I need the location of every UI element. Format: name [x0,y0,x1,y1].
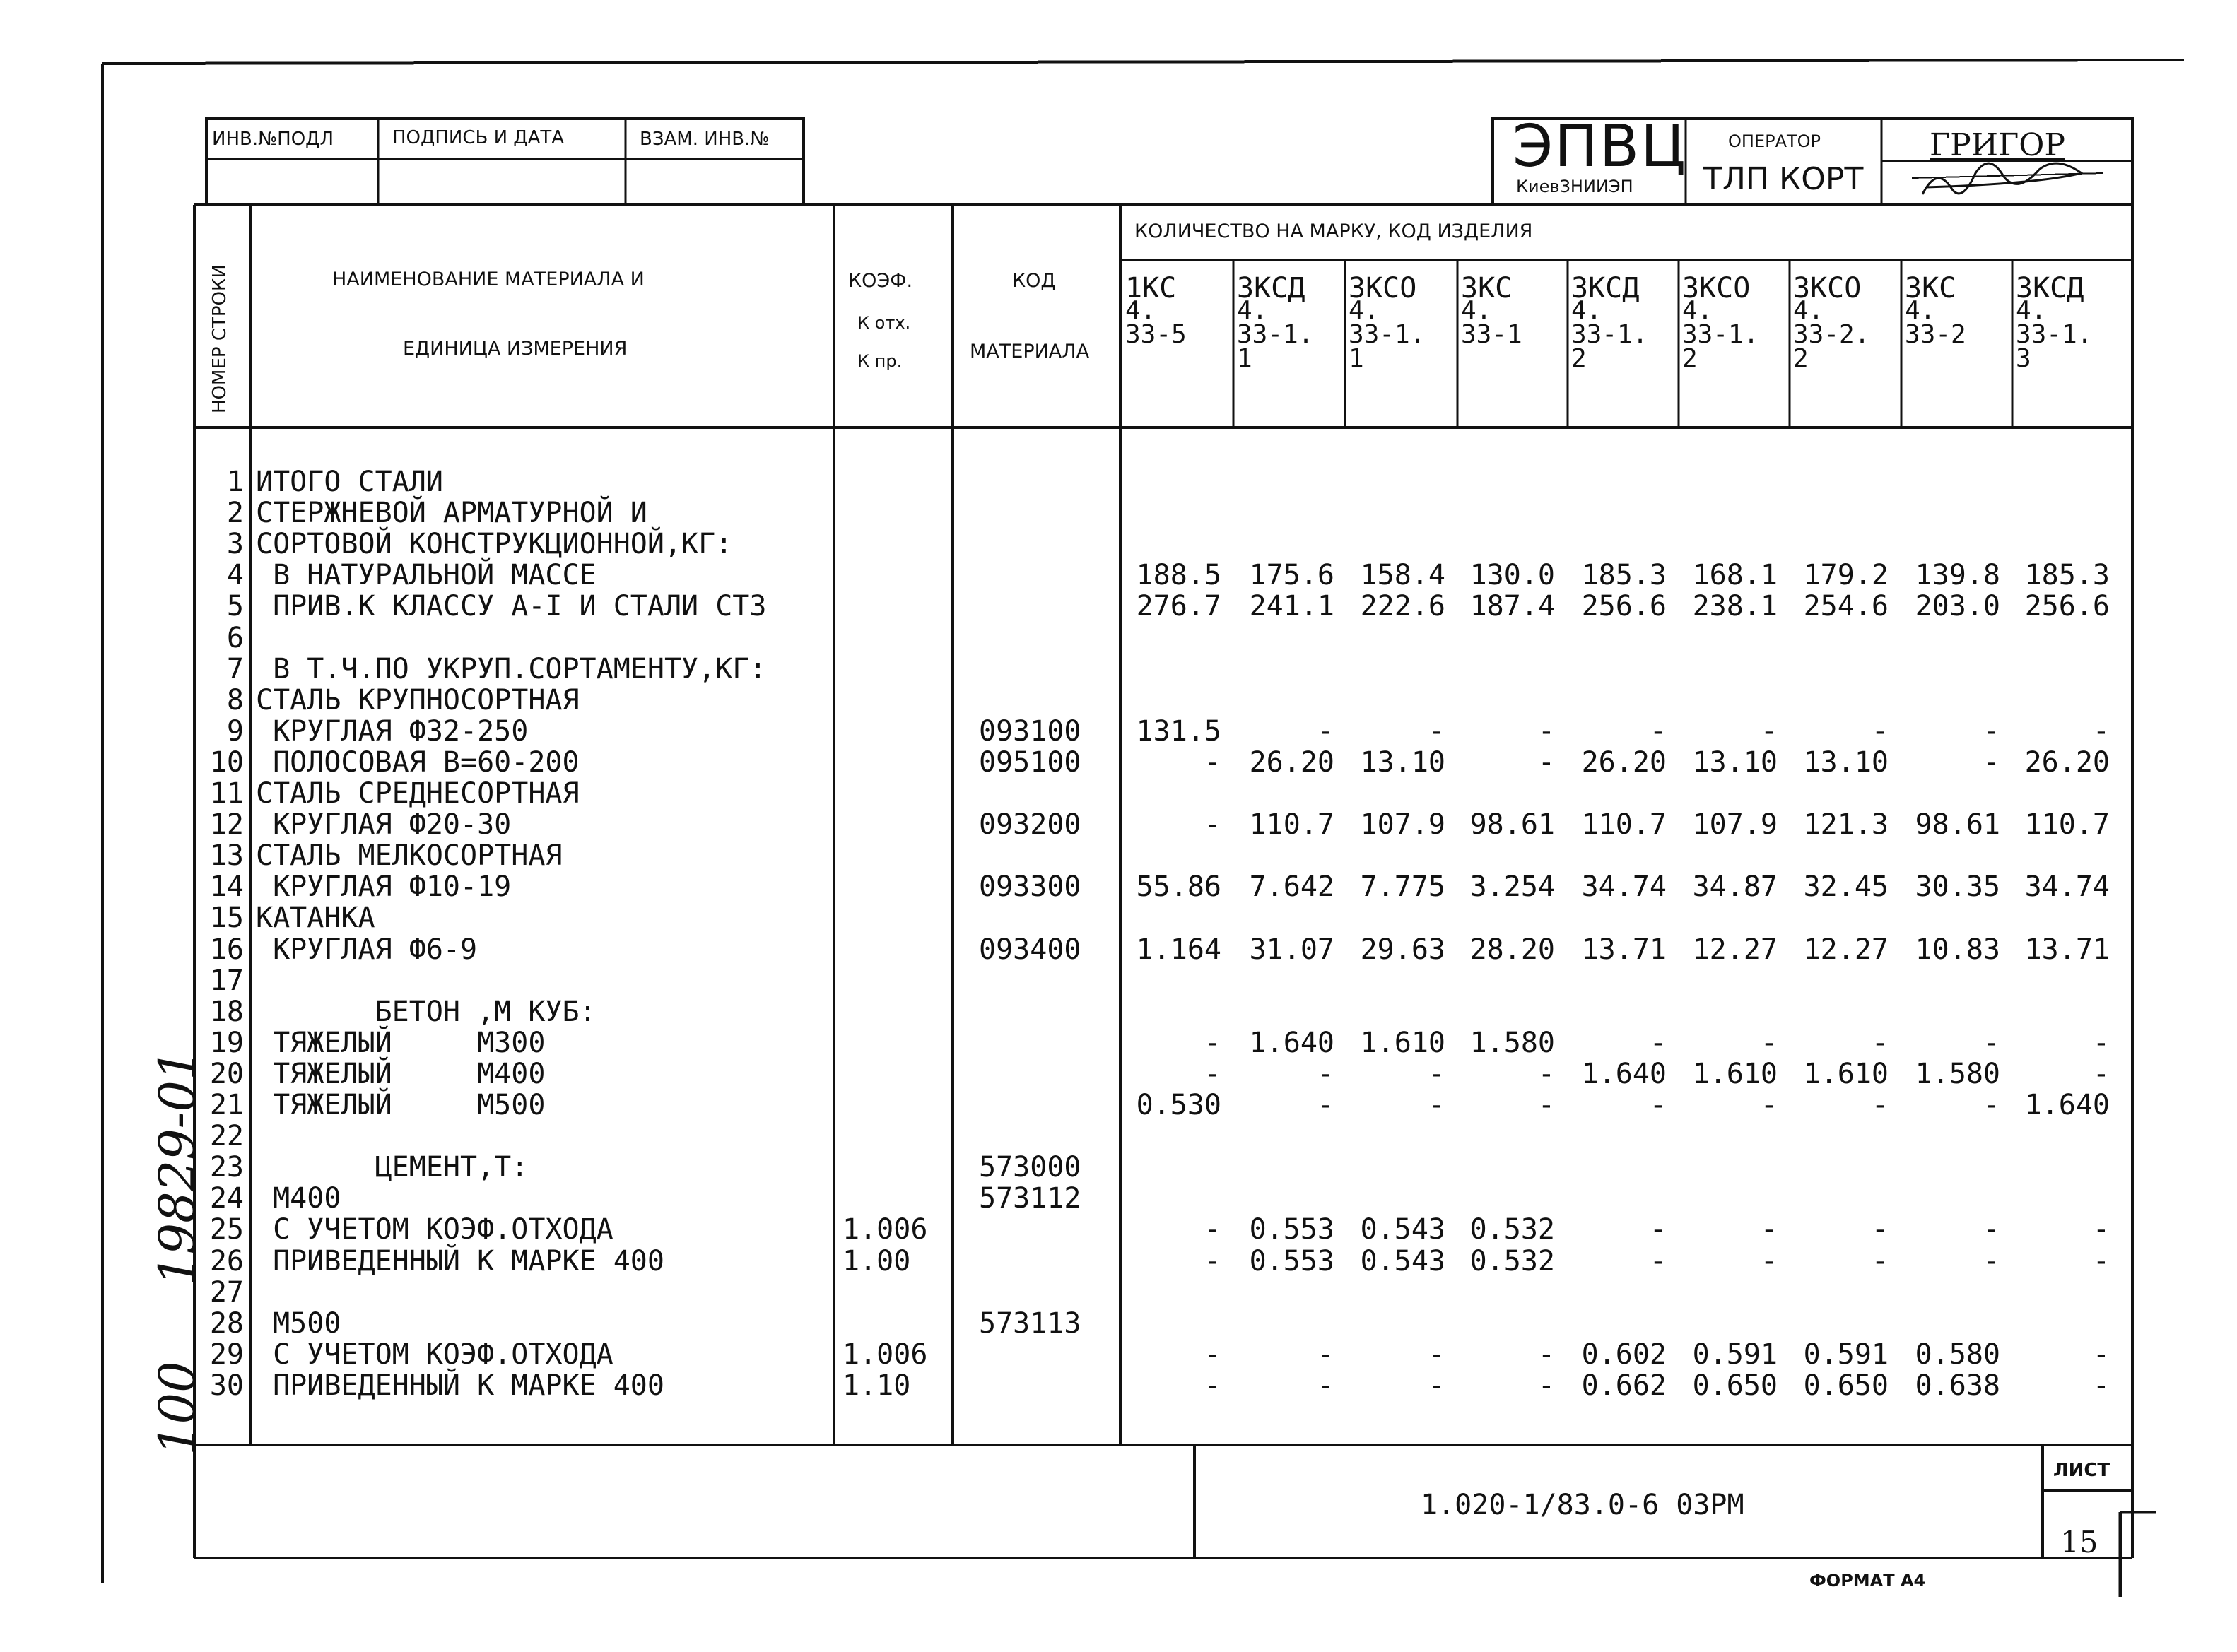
row-number: 29 [209,1338,244,1371]
quantity-cell: 187.4 [1469,590,1555,623]
material-name: КРУГЛАЯ Ф20-30 [256,808,512,841]
quantity-cell: 7.775 [1360,871,1445,903]
quantity-cell: - [1204,1369,1221,1402]
material-name: СТАЛЬ МЕЛКОСОРТНАЯ [256,839,563,872]
material-name: С УЧЕТОМ КОЭФ.ОТХОДА [256,1338,613,1371]
coefficient: 1.10 [842,1369,911,1402]
material-name: КРУГЛАЯ Ф6-9 [256,933,478,966]
material-code: 573113 [979,1307,1081,1340]
quantity-cell: 0.650 [1692,1369,1778,1402]
sheet-label: ЛИСТ [2053,1460,2110,1481]
row-number: 1 [226,466,244,498]
quantity-cell: - [1983,1213,2000,1246]
quantity-cell: 107.9 [1692,808,1778,841]
quantity-cell: 1.640 [1249,1027,1334,1059]
quantity-cell: 185.3 [1581,559,1667,591]
quantity-cell: 0.530 [1136,1089,1221,1121]
mark-header-line: 33-2 [1905,320,1966,349]
mark-header-line: 3КСО [1349,272,1417,305]
quantity-cell: 276.7 [1136,590,1221,623]
coef-header-1: КОЭФ. [848,270,913,292]
material-name: ТЯЖЕЛЫЙ М500 [256,1089,546,1121]
mark-header-line: 3КСД [1571,272,1640,305]
quantity-cell: 139.8 [1915,559,2000,591]
quantity-cell: 0.553 [1249,1245,1334,1278]
stamp-sign-label: ПОДПИСЬ И ДАТА [392,127,565,148]
quantity-cell: - [1760,715,1778,748]
quantity-cell: - [1204,1213,1221,1246]
quantity-cell: 256.6 [2024,590,2110,623]
stamp-inv-label: ИНВ.№ПОДЛ [212,129,334,150]
quantity-cell: 1.610 [1692,1058,1778,1090]
quantity-cell: 12.27 [1803,933,1889,966]
material-name: ПОЛОСОВАЯ В=60-200 [256,746,580,779]
row-number: 15 [209,902,244,934]
coefficient: 1.00 [842,1245,911,1278]
quantity-cell: - [1983,1027,2000,1059]
quantity-cell: 121.3 [1803,808,1889,841]
quantity-cell: - [1760,1089,1778,1121]
mark-header-line: 33-1. [1237,320,1314,349]
coefficient: 1.006 [842,1338,928,1371]
quantity-cell: - [1983,1245,2000,1278]
material-code: 093400 [979,933,1081,966]
quantity-cell: - [1317,1338,1334,1371]
quantity-cell: 13.10 [1692,746,1778,779]
quantity-cell: 130.0 [1469,559,1555,591]
quantity-cell: 254.6 [1803,590,1889,623]
quantity-cell: 3.254 [1469,871,1555,903]
quantity-cell: - [1871,715,1889,748]
row-number: 23 [209,1151,244,1184]
quantity-cell: 175.6 [1249,559,1334,591]
mark-header-line: 4. [1682,296,1713,325]
quantity-cell: - [2092,715,2110,748]
side-note-count: 100 [148,1361,206,1456]
row-number: 21 [209,1089,244,1121]
row-number: 27 [209,1276,244,1309]
quantity-cell: - [1317,715,1334,748]
mark-header-line: 33-1. [1571,320,1648,349]
quantity-cell: - [1537,746,1555,779]
material-code: 093300 [979,871,1081,903]
quantity-cell: 0.650 [1803,1369,1889,1402]
quantity-cell: 13.71 [2024,933,2110,966]
quantity-cell: - [1871,1213,1889,1246]
material-code: 093100 [979,715,1081,748]
material-code: 573112 [979,1182,1081,1215]
code-header-2: МАТЕРИАЛА [970,341,1090,362]
quantity-cell: 131.5 [1136,715,1221,748]
mark-header-line: 3КСО [1793,272,1862,305]
quantity-cell: 7.642 [1249,871,1334,903]
org-name: ЭПВЦ [1513,113,1687,180]
material-name: ТЯЖЕЛЫЙ М400 [256,1058,546,1090]
material-name: М500 [256,1307,341,1340]
quantity-cell: 13.10 [1803,746,1889,779]
material-name: СТЕРЖНЕВОЙ АРМАТУРНОЙ И [256,497,647,529]
mark-header-line: 3КС [1461,272,1513,305]
mark-header-line: 4. [2016,296,2047,325]
mark-header-line: 33-1. [1682,320,1759,349]
operator-value: ТЛП КОРТ [1703,161,1864,197]
row-number: 18 [209,996,244,1028]
quantity-cell: 203.0 [1915,590,2000,623]
quantity-cell: 0.638 [1915,1369,2000,1402]
org-sub: КиевЗНИИЭП [1516,177,1633,196]
quantity-cell: 98.61 [1915,808,2000,841]
quantity-cell: 0.580 [1915,1338,2000,1371]
quantity-cell: 241.1 [1249,590,1334,623]
quantity-cell: 158.4 [1360,559,1445,591]
mark-header-line: 3КСД [2016,272,2084,305]
mark-header-line: 1КС [1125,272,1177,305]
quantity-cell: - [1428,715,1445,748]
mark-header-line: 33-1. [2016,320,2093,349]
qty-header: КОЛИЧЕСТВО НА МАРКУ, КОД ИЗДЕЛИЯ [1134,220,1533,242]
row-number: 3 [226,528,244,560]
material-name: КРУГЛАЯ Ф32-250 [256,715,529,748]
quantity-cell: 256.6 [1581,590,1667,623]
quantity-cell: - [1649,1027,1667,1059]
quantity-cell: - [1871,1027,1889,1059]
quantity-cell: - [1537,1089,1555,1121]
material-name: ТЯЖЕЛЫЙ М300 [256,1027,546,1059]
quantity-cell: - [1317,1058,1334,1090]
quantity-cell: - [1537,1058,1555,1090]
quantity-cell: - [1983,1089,2000,1121]
quantity-cell: - [1428,1058,1445,1090]
quantity-cell: - [1204,808,1221,841]
material-name: ИТОГО СТАЛИ [256,466,443,498]
mark-header-line: 1 [1349,344,1364,373]
coefficient: 1.006 [842,1213,928,1246]
row-number: 26 [209,1245,244,1278]
row-number: 14 [209,871,244,903]
material-code: 093200 [979,808,1081,841]
row-number: 12 [209,808,244,841]
row-number-header: НОМЕР СТРОКИ [209,264,230,413]
quantity-cell: 28.20 [1469,933,1555,966]
mark-header-line: 1 [1237,344,1252,373]
quantity-cell: 185.3 [2024,559,2110,591]
quantity-cell: - [1204,1245,1221,1278]
mark-header-line: 33-1 [1461,320,1522,349]
quantity-cell: 0.602 [1581,1338,1667,1371]
material-name: ЦЕМЕНТ,Т: [256,1151,529,1184]
quantity-cell: 179.2 [1803,559,1889,591]
row-number: 6 [226,622,244,654]
quantity-cell: 188.5 [1136,559,1221,591]
coef-header-3: К пр. [857,351,903,371]
mark-header-line: 4. [1461,296,1492,325]
quantity-cell: - [2092,1338,2110,1371]
row-number: 25 [209,1213,244,1246]
row-number: 16 [209,933,244,966]
mark-header-line: 2 [1682,344,1698,373]
row-number: 19 [209,1027,244,1059]
quantity-cell: 0.543 [1360,1213,1445,1246]
material-name: СТАЛЬ КРУПНОСОРТНАЯ [256,684,580,716]
row-number: 11 [209,777,244,810]
row-number: 9 [226,715,244,748]
side-note-inv: 19829-01 [148,1049,206,1286]
material-name: СОРТОВОЙ КОНСТРУКЦИОННОЙ,КГ: [256,528,733,560]
quantity-cell: 26.20 [1581,746,1667,779]
quantity-cell: 1.164 [1136,933,1221,966]
quantity-cell: - [1649,1245,1667,1278]
quantity-cell: 110.7 [2024,808,2110,841]
quantity-cell: 0.553 [1249,1213,1334,1246]
quantity-cell: 222.6 [1360,590,1445,623]
quantity-cell: 1.580 [1915,1058,2000,1090]
quantity-cell: - [1649,715,1667,748]
row-number: 17 [209,964,244,997]
row-number: 13 [209,839,244,872]
mark-header-line: 33-2. [1793,320,1870,349]
quantity-cell: 107.9 [1360,808,1445,841]
quantity-cell: 34.74 [2024,871,2110,903]
quantity-cell: 1.580 [1469,1027,1555,1059]
material-name: М400 [256,1182,341,1215]
material-name: В НАТУРАЛЬНОЙ МАССЕ [256,559,597,591]
row-number: 30 [209,1369,244,1402]
doc-code: 1.020-1/83.0-6 03РМ [1421,1489,1744,1521]
quantity-cell: - [1428,1089,1445,1121]
quantity-cell: - [1649,1089,1667,1121]
quantity-cell: 10.83 [1915,933,2000,966]
quantity-cell: 1.610 [1360,1027,1445,1059]
quantity-cell: - [1428,1369,1445,1402]
material-name: ПРИВЕДЕННЫЙ К МАРКЕ 400 [256,1369,664,1402]
quantity-cell: 34.74 [1581,871,1667,903]
quantity-cell: 0.591 [1803,1338,1889,1371]
material-name: КРУГЛАЯ Ф10-19 [256,871,512,903]
quantity-cell: - [1871,1245,1889,1278]
mark-header-line: 33-5 [1125,320,1187,349]
quantity-cell: - [1760,1245,1778,1278]
mark-header-line: 3 [2016,344,2031,373]
quantity-cell: - [2092,1213,2110,1246]
quantity-cell: - [1428,1338,1445,1371]
row-number: 10 [209,746,244,779]
format-label: ФОРМАТ А4 [1809,1571,1926,1591]
quantity-cell: - [1983,746,2000,779]
sheet-number: 15 [2060,1525,2098,1559]
mark-header-line: 4. [1125,296,1156,325]
quantity-cell: - [1537,1338,1555,1371]
quantity-cell: - [2092,1058,2110,1090]
stamp-replace-label: ВЗАМ. ИНВ.№ [640,129,770,150]
quantity-cell: - [1204,1058,1221,1090]
row-number: 7 [226,653,244,685]
quantity-cell: 0.662 [1581,1369,1667,1402]
quantity-cell: - [2092,1027,2110,1059]
quantity-cell: - [1317,1369,1334,1402]
operator-label: ОПЕРАТОР [1728,131,1821,151]
signature [1922,163,2082,194]
row-number: 4 [226,559,244,591]
quantity-cell: 110.7 [1581,808,1667,841]
code-header-1: КОД [1012,270,1056,292]
material-name: КАТАНКА [256,902,375,934]
mark-header-line: 3КСО [1682,272,1751,305]
quantity-cell: - [1983,715,2000,748]
operator-person: ГРИГОР [1930,127,2065,163]
quantity-cell: - [1649,1213,1667,1246]
quantity-cell: 1.610 [1803,1058,1889,1090]
mark-header-line: 4. [1237,296,1268,325]
row-number: 2 [226,497,244,529]
mark-header-line: 2 [1571,344,1587,373]
quantity-cell: 0.532 [1469,1213,1555,1246]
quantity-cell: - [1760,1027,1778,1059]
material-name: ПРИВЕДЕННЫЙ К МАРКЕ 400 [256,1245,664,1278]
quantity-cell: - [1204,1027,1221,1059]
quantity-cell: - [2092,1245,2110,1278]
quantity-cell: 13.71 [1581,933,1667,966]
quantity-cell: 238.1 [1692,590,1778,623]
row-number: 22 [209,1120,244,1152]
quantity-cell: 30.35 [1915,871,2000,903]
mark-header-line: 4. [1793,296,1824,325]
quantity-cell: 26.20 [2024,746,2110,779]
material-name: С УЧЕТОМ КОЭФ.ОТХОДА [256,1213,613,1246]
quantity-cell: 0.532 [1469,1245,1555,1278]
mark-header-line: 4. [1571,296,1602,325]
name-header-line2: ЕДИНИЦА ИЗМЕРЕНИЯ [403,338,628,360]
quantity-cell: - [2092,1369,2110,1402]
mark-header-line: 3КСД [1237,272,1305,305]
quantity-cell: - [1537,1369,1555,1402]
material-code: 095100 [979,746,1081,779]
quantity-cell: 34.87 [1692,871,1778,903]
material-code: 573000 [979,1151,1081,1184]
name-header-line1: НАИМЕНОВАНИЕ МАТЕРИАЛА И [332,269,645,290]
row-number: 28 [209,1307,244,1340]
quantity-cell: 1.640 [1581,1058,1667,1090]
quantity-cell: 0.591 [1692,1338,1778,1371]
quantity-cell: 55.86 [1136,871,1221,903]
quantity-cell: 12.27 [1692,933,1778,966]
quantity-cell: 98.61 [1469,808,1555,841]
quantity-cell: 13.10 [1360,746,1445,779]
mark-header-line: 33-1. [1349,320,1426,349]
quantity-cell: 110.7 [1249,808,1334,841]
quantity-cell: 168.1 [1692,559,1778,591]
quantity-cell: 26.20 [1249,746,1334,779]
row-number: 20 [209,1058,244,1090]
quantity-cell: 29.63 [1360,933,1445,966]
mark-header-line: 2 [1793,344,1809,373]
quantity-cell: 31.07 [1249,933,1334,966]
quantity-cell: 32.45 [1803,871,1889,903]
material-name: В Т.Ч.ПО УКРУП.СОРТАМЕНТУ,КГ: [256,653,767,685]
row-number: 24 [209,1182,244,1215]
mark-header-line: 4. [1349,296,1380,325]
mark-header-line: 3КС [1905,272,1956,305]
quantity-cell: - [1204,1338,1221,1371]
row-number: 5 [226,590,244,623]
mark-header-line: 4. [1905,296,1936,325]
material-name: СТАЛЬ СРЕДНЕСОРТНАЯ [256,777,580,810]
quantity-cell: - [1537,715,1555,748]
quantity-cell: - [1871,1089,1889,1121]
quantity-cell: 1.640 [2024,1089,2110,1121]
coef-header-2: К отх. [857,313,911,333]
material-name: ПРИВ.К КЛАССУ А-I И СТАЛИ СТ3 [256,590,767,623]
quantity-cell: 0.543 [1360,1245,1445,1278]
row-number: 8 [226,684,244,716]
quantity-cell: - [1317,1089,1334,1121]
quantity-cell: - [1760,1213,1778,1246]
quantity-cell: - [1204,746,1221,779]
material-name: БЕТОН ,М КУБ: [256,996,597,1028]
